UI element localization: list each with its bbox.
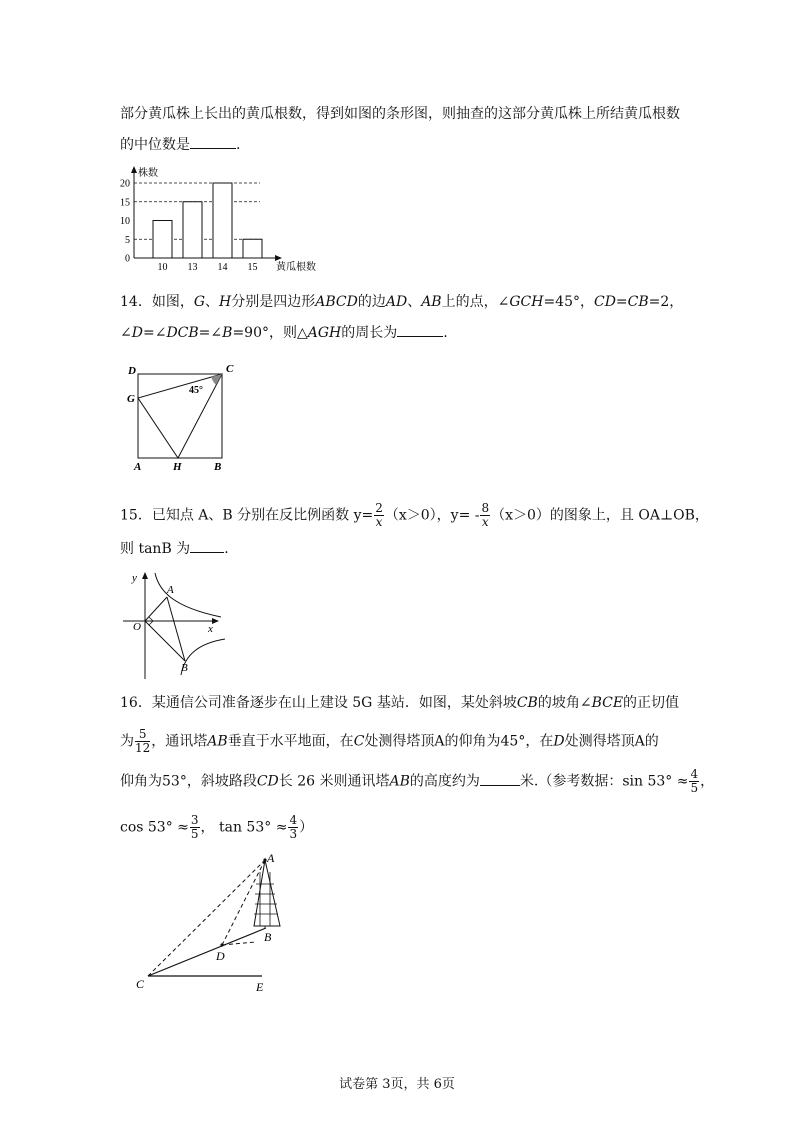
var-ab: AB (389, 773, 410, 790)
fraction-2-over-x (374, 502, 384, 529)
fraction-5-over-12 (135, 728, 150, 755)
q16-text: cos 53° ≈ (120, 819, 189, 836)
var-cb: CB (627, 294, 649, 310)
var-abcd: ABCD (315, 294, 358, 310)
var-cb: CB (516, 695, 538, 711)
q16-text: 的高度约为 (409, 773, 480, 790)
q15-text: （x＞0）的图象上，且 OA⊥OB， (491, 507, 709, 524)
angle-label: 45° (189, 385, 203, 396)
slope-cb (148, 928, 266, 976)
frac-denominator: x (375, 515, 383, 529)
q14-text: 分别是四边形 (231, 294, 316, 310)
answer-blank (190, 538, 224, 553)
angle-marker (211, 374, 222, 385)
frac-numerator: 3 (190, 813, 199, 827)
q16-text: 的坡角∠ (537, 695, 592, 711)
var-g: G (193, 294, 206, 310)
x-axis-arrow (275, 255, 282, 261)
fraction-tan (288, 814, 298, 841)
y-tick-label: 20 (120, 178, 130, 190)
fraction-sin (689, 768, 699, 795)
q14-text-line1 (120, 292, 683, 312)
q16-text: 的正切值 (623, 695, 680, 711)
q15-figure (115, 567, 230, 682)
answer-blank (480, 771, 520, 786)
q14-text: 、 (407, 294, 422, 310)
q16-text-line1 (120, 693, 679, 713)
y-tick-label: 5 (125, 234, 130, 246)
y-tick-label: 15 (120, 197, 130, 209)
page-footer: 试卷第 3页，共 6页 (339, 1077, 455, 1092)
q14-text: 的边 (357, 294, 386, 310)
q14-text-line2 (120, 322, 448, 343)
q14-text: ∠ (120, 325, 132, 341)
q16-text: ， tan 53° ≈ (200, 819, 288, 836)
frac-numerator: 2 (375, 501, 383, 515)
answer-blank (190, 134, 236, 149)
y-axis-label: 株数 (138, 168, 158, 179)
bar-10 (153, 221, 172, 259)
answer-blank (397, 322, 443, 337)
q16-text: ， (700, 773, 715, 790)
label-c: C (226, 363, 234, 375)
q16-text: 米.（参考数据：sin 53° ≈ (519, 773, 689, 790)
label-a: A (267, 851, 275, 865)
x-tick-label: 15 (247, 262, 258, 273)
y-axis-arrow (131, 166, 137, 173)
label-x: x (208, 623, 213, 635)
var-d: D (553, 733, 565, 750)
x-tick-label: 14 (217, 262, 228, 273)
label-b: B (181, 662, 188, 674)
label-y: y (132, 572, 137, 584)
fraction-8-over-x (480, 502, 490, 529)
frac-numerator: 4 (289, 813, 298, 827)
var-bce: BCE (591, 695, 624, 711)
q16-text: 为 (120, 733, 134, 750)
q14-text: =90°，则△ (232, 325, 308, 341)
q14-number: 14． (120, 294, 152, 310)
var-cd: CD (256, 773, 279, 790)
q14-text: 如图， (151, 294, 194, 310)
q16-text-line3 (120, 768, 714, 795)
label-c: C (136, 977, 145, 991)
var-b: B (222, 325, 233, 341)
label-d: D (128, 365, 136, 377)
var-cd: CD (593, 294, 616, 310)
label-g: G (127, 393, 135, 405)
frac-denominator: 5 (690, 781, 699, 795)
var-ad: AD (385, 294, 408, 310)
q16-text-line4 (120, 814, 313, 841)
x-axis-arrow (212, 618, 219, 624)
y-tick-label: 10 (120, 216, 130, 227)
frac-denominator: x (481, 515, 489, 529)
bar-15 (243, 239, 262, 258)
q13-text-line2 (120, 134, 240, 155)
q16-text-line2 (120, 728, 659, 755)
label-e: E (256, 980, 264, 994)
y-axis-arrow (142, 572, 148, 579)
frac-denominator: 3 (289, 827, 298, 841)
var-ab: AB (421, 294, 442, 310)
x-tick-label: 13 (187, 262, 198, 273)
var-d: D (131, 325, 143, 341)
curve-2-over-x (155, 573, 221, 617)
point-d (220, 943, 223, 946)
var-agh: AGH (307, 325, 342, 341)
q13-period: . (236, 137, 241, 153)
var-gch: GCH (509, 294, 544, 310)
triangle-cgh (138, 374, 222, 458)
sightline-ca (148, 860, 265, 976)
frac-denominator: 12 (135, 741, 151, 755)
q16-text: 处测得塔顶A的 (564, 733, 659, 750)
q16-text: 处测得塔顶A的仰角为45°，在 (364, 733, 554, 750)
q16-number: 16． (120, 695, 152, 711)
q15-number: 15． (120, 507, 152, 524)
label-b: B (264, 930, 272, 944)
q13-text: 的中位数是 (120, 137, 190, 153)
var-h: H (219, 294, 232, 310)
q14-figure (120, 360, 240, 475)
q15-text: （x＞0），y= - (384, 507, 480, 524)
var-c: C (353, 733, 365, 750)
var-ab: AB (207, 733, 228, 750)
tower-body (254, 860, 280, 926)
q13-text-line1: 部分黄瓜株上长出的黄瓜根数，得到如图的条形图，则抽查的这部分黄瓜株上所结黄瓜根数 (120, 106, 680, 122)
q14-text: =∠ (142, 325, 167, 341)
q16-text: ） (299, 819, 314, 836)
q16-text: 长 26 米则通讯塔 (278, 773, 390, 790)
segment-oa (145, 597, 167, 621)
label-d: D (216, 949, 225, 963)
q16-figure (130, 848, 300, 998)
q16-text: ，通讯塔 (151, 733, 208, 750)
label-a: A (134, 461, 142, 473)
label-b: B (214, 461, 222, 473)
q14-text: 、 (205, 294, 220, 310)
label-h: H (173, 461, 182, 473)
frac-denominator: 5 (190, 827, 199, 841)
label-o: O (133, 621, 141, 633)
q15-text: 已知点 A、B 分别在反比例函数 y= (151, 507, 374, 524)
bar-14 (213, 183, 232, 258)
fraction-cos (190, 814, 200, 841)
q14-text: =45°， (543, 294, 594, 310)
frac-numerator: 4 (690, 767, 699, 781)
frac-numerator: 8 (481, 501, 490, 515)
q14-period: . (443, 325, 448, 341)
q14-text: =∠ (198, 325, 223, 341)
frac-numerator: 5 (135, 728, 150, 742)
q15-period: . (224, 541, 229, 557)
q16-text: 仰角为53°，斜坡路段 (120, 773, 257, 790)
q14-text: = (615, 294, 628, 310)
q14-text: =2， (648, 294, 684, 310)
var-dcb: DCB (166, 325, 199, 341)
x-tick-label: 10 (157, 262, 168, 273)
label-a: A (167, 584, 174, 596)
q15-text-line1 (120, 502, 709, 529)
q15-text: 则 tanB 为 (120, 541, 191, 557)
bar-13 (183, 202, 202, 258)
bar-chart (110, 160, 320, 276)
q14-text: 的周长为 (341, 325, 398, 341)
q16-text: 垂直于水平地面，在 (227, 733, 354, 750)
q15-text-line2 (120, 538, 229, 559)
y-tick-label: 0 (125, 253, 130, 265)
q16-text: 某通信公司准备逐步在山上建设 5G 基站．如图，某处斜坡 (151, 695, 517, 711)
q14-text: 上的点，∠ (441, 294, 510, 310)
x-axis-label: 黄瓜根数 (276, 262, 316, 273)
